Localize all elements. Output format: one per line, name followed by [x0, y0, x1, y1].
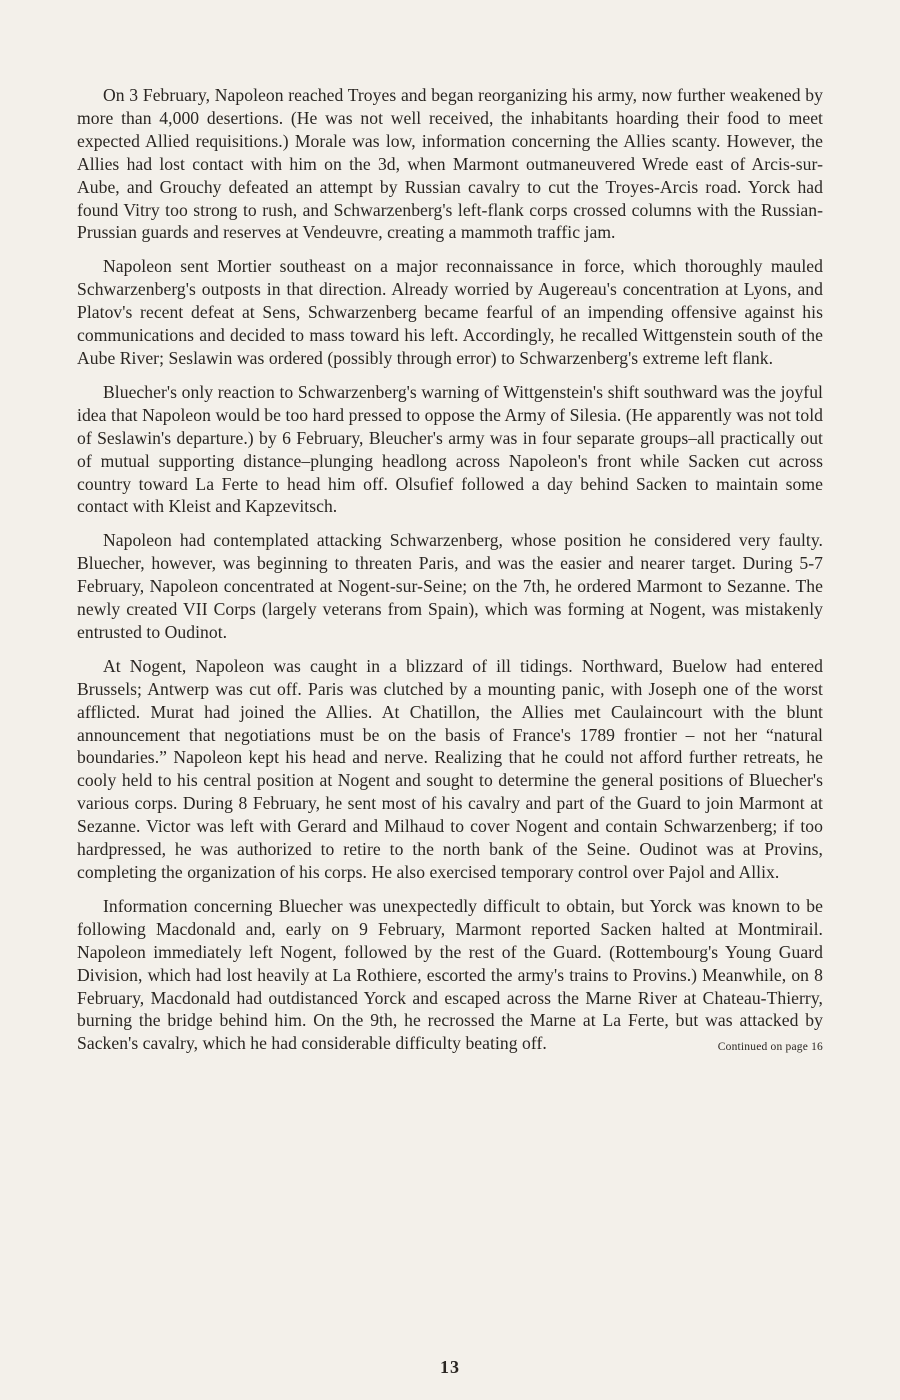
paragraph-3: Bluecher's only reaction to Schwarzenberg's warning of Wittgenstein's shift southward was the joyful idea that Napoleon would be too hard pressed to oppose the Army of Silesia. (He apparently was not told of Seslawin's departure.) by 6 February, Bleucher's army was in four separate groups–all practically out of mutual supporting distance–plunging headlong across Napoleon's front while Sacken cut across country toward La Ferte to head him off. Olsufief followed a day behind Sacken to maintain some contact with Kleist and Kapzevitsch. — [77, 381, 823, 517]
paragraph-6-text: Information concerning Bluecher was unexpectedly difficult to obtain, but Yorck was known to be following Macdonald and, early on 9 February, Marmont reported Sacken halted at Montmirail. Napoleon immediately left Nogent, followed by the rest of the Guard. (Rottembourg's Young Guard Division, which had lost heavily at La Rothiere, escorted the army's trains to Provins.) Meanwhile, on 8 February, Macdonald had outdistanced Yorck and escaped across the Marne River at Chateau-Thierry, burning the bridge behind him. On the 9th, he recrossed the Marne at La Ferte, but was attacked by Sacken's cavalry, which he had considerable difficulty beating off. — [77, 895, 823, 1054]
page-number: 13 — [440, 1357, 460, 1377]
paragraph-4: Napoleon had contemplated attacking Schwarzenberg, whose position he considered very faulty. Bluecher, however, was beginning to threaten Paris, and was the easier and nearer target. During 5-7 February, Napoleon concentrated at Nogent-sur-Seine; on the 7th, he ordered Marmont to Sezanne. The newly created VII Corps (largely veterans from Spain), which was forming at Nogent, was mistakenly entrusted to Oudinot. — [77, 530, 823, 642]
paragraph-5: At Nogent, Napoleon was caught in a blizzard of ill tidings. Northward, Buelow had entered Brussels; Antwerp was cut off. Paris was clutched by a mounting panic, with Joseph one of the worst afflicted. Murat had joined the Allies. At Chatillon, the Allies met Caulaincourt with the blunt announcement that negotiations must be on the basis of France's 1789 frontier – not her “natural boundaries.” Napoleon kept his head and nerve. Realizing that he could not afford further retreats, he cooly held to his central position at Nogent and sought to determine the general positions of Bluecher's various corps. During 8 February, he sent most of his cavalry and part of the Guard to join Marmont at Sezanne. Victor was left with Gerard and Milhaud to cover Nogent and contain Schwarzenberg; if too hardpressed, he was authorized to retire to the north bank of the Seine. Oudinot was at Provins, completing the organization of his corps. He also exercised temporary control over Pajol and Allix. — [77, 655, 823, 882]
paragraph-2: Napoleon sent Mortier southeast on a major reconnaissance in force, which thoroughly mauled Schwarzenberg's outposts in that direction. Already worried by Augereau's concentration at Lyons, and Platov's recent defeat at Sens, Schwarzenberg became fearful of an impending offensive against his communications and decided to mass toward his left. Accordingly, he recalled Wittgenstein south of the Aube River; Seslawin was ordered (possibly through error) to Schwarzenberg's extreme left flank. — [77, 256, 823, 368]
text-column — [77, 84, 823, 1066]
continued-note: Continued on page 16 — [717, 1041, 823, 1054]
paragraph-6 — [77, 895, 823, 1055]
paragraph-1: On 3 February, Napoleon reached Troyes and began reorganizing his army, now further weakened by more than 4,000 desertions. (He was not well received, the inhabitants hoarding their food to meet expected Allied requisitions.) Morale was low, information concerning the Allies scanty. However, the Allies had lost contact with him on the 3d, when Marmont outmaneuvered Wrede east of Arcis-sur-Aube, and Grouchy defeated an attempt by Russian cavalry to cut the Troyes-Arcis road. Yorck had found Vitry too strong to rush, and Schwarzenberg's left-flank corps crossed columns with the Russian-Prussian guards and reserves at Vendeuvre, creating a mammoth traffic jam. — [77, 85, 823, 243]
